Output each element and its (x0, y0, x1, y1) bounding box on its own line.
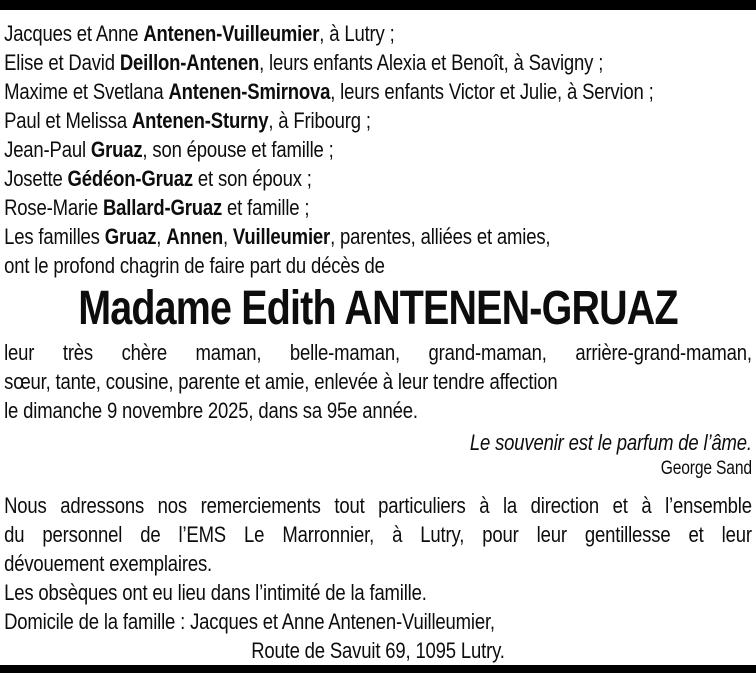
family-surname: Gédéon-Gruaz (67, 166, 193, 191)
tribute-line: sœur, tante, cousine, parente et amie, enlevée à leur tendre affection (4, 369, 558, 394)
family-line-text: Josette (4, 166, 68, 191)
family-line-text: , leurs enfants Victor et Julie, à Servion ; (330, 79, 654, 104)
family-surname: Antenen-Vuilleumier (143, 21, 320, 46)
family-line-text: ont le profond chagrin de faire part du décès de (4, 253, 385, 278)
family-line-text: Paul et Melissa (4, 108, 132, 133)
family-line (4, 251, 752, 280)
family-line (4, 164, 752, 193)
family-line-text: , son épouse et famille ; (142, 137, 334, 162)
bottom-rule-bar (0, 665, 756, 673)
family-line-text: , à Lutry ; (319, 21, 395, 46)
family-line-text: et famille ; (222, 195, 310, 220)
family-line-text: Les familles (4, 224, 105, 249)
family-surname: Antenen-Smirnova (168, 79, 331, 104)
funeral-line: Les obsèques ont eu lieu dans l’intimité de la famille. (4, 580, 427, 605)
family-line (4, 19, 752, 48)
family-line-text: , (222, 224, 233, 249)
family-line (4, 193, 752, 222)
family-surname: Gruaz (104, 224, 157, 249)
deceased-name: Madame Edith ANTENEN-GRUAZ (78, 282, 678, 335)
family-lines-list (4, 19, 752, 280)
family-surname: Vuilleumier (232, 224, 331, 249)
family-line-text: Jacques et Anne (4, 21, 144, 46)
family-line-text: , parentes, alliées et amies, (330, 224, 551, 249)
family-line-text: , (156, 224, 167, 249)
family-line-text: Maxime et Svetlana (4, 79, 169, 104)
thanks-line: dévouement exemplaires. (4, 551, 213, 576)
top-rule-bar (0, 0, 756, 10)
thanks-paragraph (4, 491, 752, 578)
family-surname: Annen (166, 224, 223, 249)
family-line (4, 77, 752, 106)
tribute-line: le dimanche 9 novembre 2025, dans sa 95e année. (4, 398, 418, 423)
family-surname: Deillon-Antenen (119, 50, 260, 75)
family-line-text: Elise et David (4, 50, 120, 75)
family-surname: Gruaz (90, 137, 143, 162)
family-line-text: Rose-Marie (4, 195, 103, 220)
thanks-line: Nous adressons nos remerciements tout particuliers à la direction et à l’ensemble (4, 493, 752, 518)
family-line (4, 135, 752, 164)
family-line-text: et son époux ; (192, 166, 312, 191)
thanks-line: du personnel de l’EMS Le Marronnier, à Lutry, pour leur gentillesse et leur (4, 522, 752, 547)
tribute-paragraph (4, 338, 752, 425)
tribute-line: leur très chère maman, belle-maman, grand-maman, arrière-grand-maman, (4, 340, 752, 365)
family-surname: Antenen-Sturny (131, 108, 269, 133)
notice-content (0, 10, 756, 665)
family-line (4, 106, 752, 135)
family-surname: Ballard-Gruaz (102, 195, 223, 220)
family-line-text: Jean-Paul (4, 137, 91, 162)
family-line (4, 222, 752, 251)
memorial-quote: Le souvenir est le parfum de l’âme. (469, 430, 752, 455)
family-line-text: , leurs enfants Alexia et Benoît, à Savigny ; (259, 50, 604, 75)
family-address-line1: Domicile de la famille : Jacques et Anne Antenen-Vuilleumier, (4, 609, 495, 634)
family-line (4, 48, 752, 77)
family-line-text: , à Fribourg ; (268, 108, 371, 133)
quote-author: George Sand (660, 458, 752, 479)
family-address-line2: Route de Savuit 69, 1095 Lutry. (251, 638, 505, 663)
